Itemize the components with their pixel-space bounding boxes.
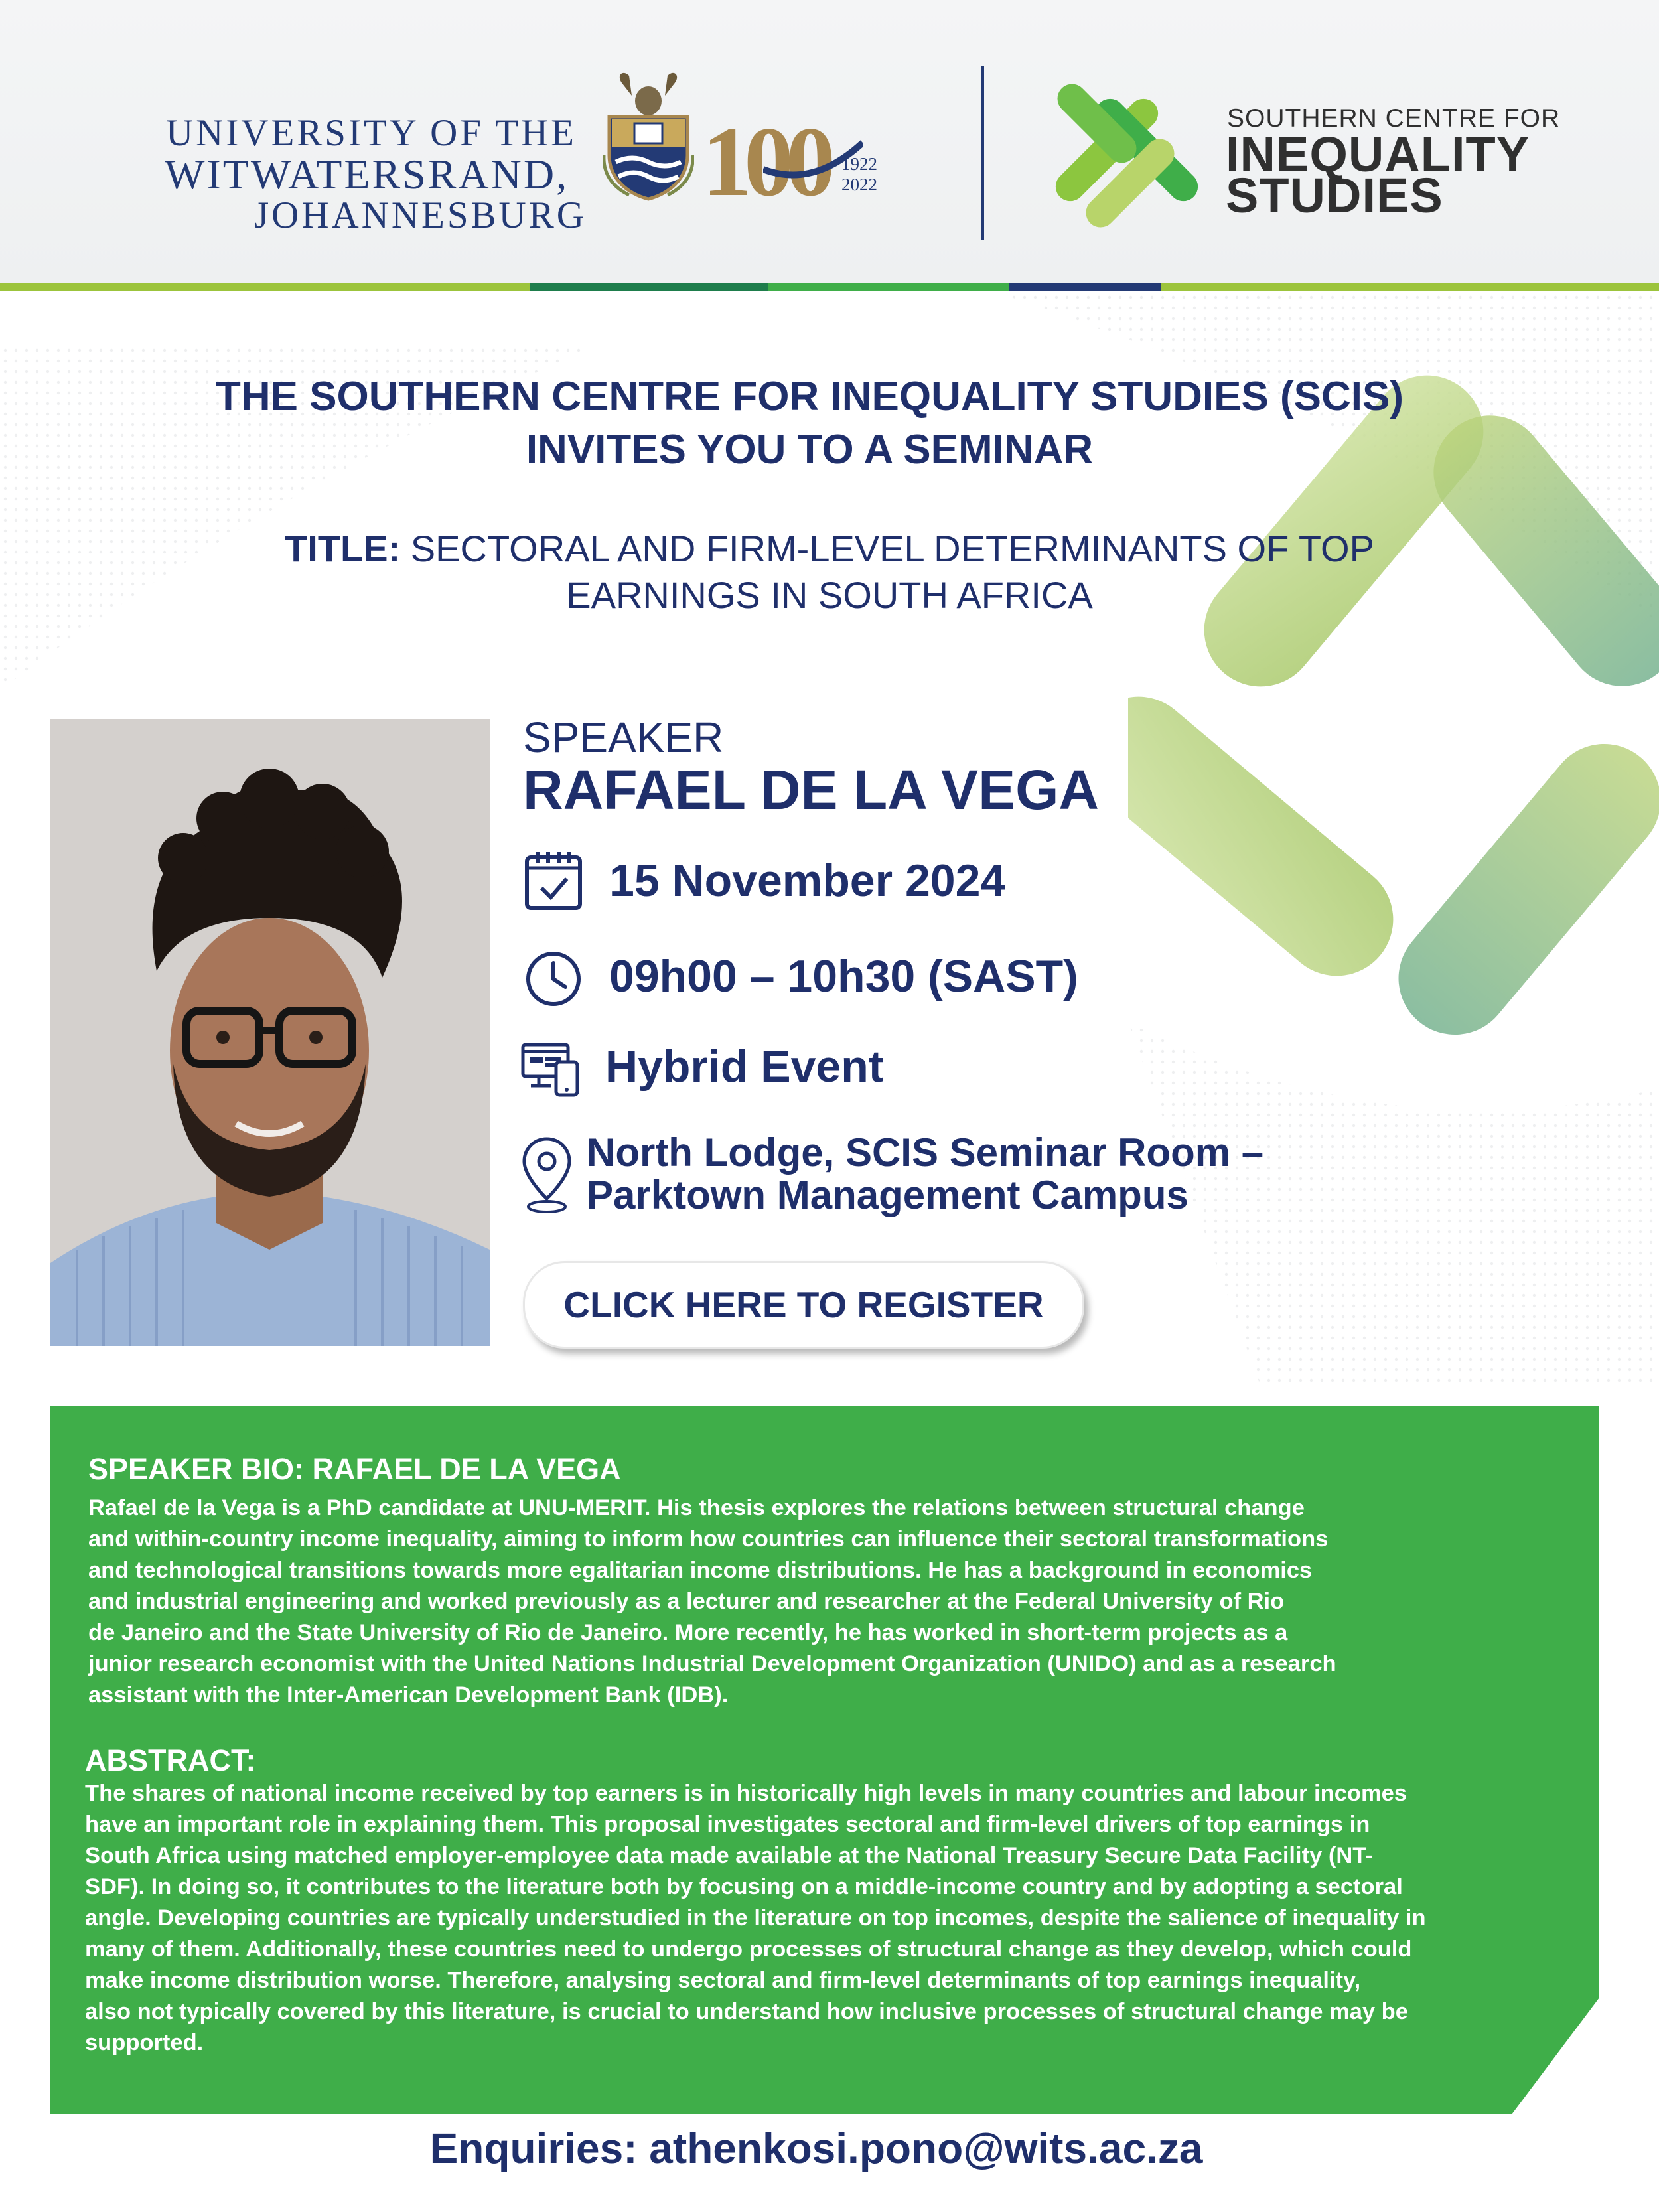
invitation-line-2: INVITES YOU TO A SEMINAR: [526, 427, 1094, 473]
invitation-heading: [0, 370, 1619, 477]
centenary-years: [841, 154, 877, 195]
centenary-year-start: 1922: [841, 154, 877, 174]
speaker-photo: [50, 719, 490, 1346]
event-location-line-2: Parktown Management Campus: [587, 1173, 1189, 1217]
scis-logo-line-2: INEQUALITY: [1226, 127, 1530, 182]
calendar-icon: [522, 848, 585, 912]
invitation-line-1: THE SOUTHERN CENTRE FOR INEQUALITY STUDIES (SCIS): [215, 374, 1404, 419]
talk-title-line-2: EARNINGS IN SOUTH AFRICA: [566, 574, 1093, 616]
scis-logo-line-3: STUDIES: [1226, 168, 1443, 223]
abstract-text: The shares of national income received by top earners is in historically high levels in many countries and labour incomes have an important role in explaining them. This proposal investigates sectoral and firm-level drivers of top earnings in South Africa using matched employer-employee data made available at the National Treasury Secure Data Facility (NT- SDF). In doing so, it contributes to the literature both by focusing on a middle-income country and by adopting a sectoral angle. Developing countries are typically understudied in the literature on top incomes, despite the salience of inequality in many of them. Additionally, these countries need to undergo processes of structural change as they develop, which could make income distribution worse. Therefore, analysing sectoral and firm-level determinants of top earnings inequality, also not typically covered by this literature, is crucial to understand how inclusive processes of structural change may be supported.: [85, 1781, 1426, 2055]
bio-text: Rafael de la Vega is a PhD candidate at UNU-MERIT. His thesis explores the relations between structural change and within-country income inequality, aiming to inform how countries can influence their sectoral transformations and technological transitions towards more egalitarian income distributions. He has a background in economics and industrial engineering and worked previously as a lecturer and researcher at the Federal University of Rio de Janeiro and the State University of Rio de Janeiro. More recently, he has worked in short-term projects as a junior research economist with the United Nations Industrial Development Organization (UNIDO) and as a research assistant with the Inter-American Development Bank (IDB).: [88, 1495, 1336, 1708]
enquiries-contact[interactable]: Enquiries: athenkosi.pono@wits.ac.za: [429, 2124, 1203, 2172]
talk-title-line-1: SECTORAL AND FIRM-LEVEL DETERMINANTS OF TOP: [400, 528, 1374, 569]
hybrid-devices-icon: [519, 1035, 583, 1099]
header-divider: [981, 66, 984, 240]
wits-crest-icon: [603, 69, 694, 202]
centenary-100-logo: 100: [702, 107, 828, 217]
talk-title: [0, 526, 1659, 619]
wits-logo-line-3: JOHANNESBURG: [254, 194, 587, 236]
scis-logo-line-1: SOUTHERN CENTRE FOR: [1227, 104, 1561, 133]
event-location: [587, 1132, 1263, 1217]
speaker-name: RAFAEL DE LA VEGA: [523, 759, 1100, 821]
wits-logo-line-1: UNIVERSITY OF THE: [166, 112, 577, 154]
event-location-line-1: North Lodge, SCIS Seminar Room –: [587, 1130, 1264, 1175]
talk-title-label: TITLE:: [285, 528, 401, 569]
decorative-scis-shapes: [1128, 372, 1659, 1075]
event-time: 09h00 – 10h30 (SAST): [609, 951, 1078, 1001]
clock-icon: [522, 946, 585, 1009]
centenary-year-end: 2022: [841, 175, 877, 194]
event-date: 15 November 2024: [609, 855, 1006, 906]
abstract-heading: ABSTRACT:: [85, 1743, 256, 1777]
location-pin-icon: [520, 1135, 573, 1215]
speaker-label: SPEAKER: [523, 713, 724, 761]
scis-logo-icon: [1054, 82, 1202, 232]
header-color-stripe: [0, 283, 1659, 291]
register-button[interactable]: CLICK HERE TO REGISTER: [523, 1261, 1084, 1349]
wits-logo-line-2: WITWATERSRAND,: [165, 151, 569, 198]
event-format: Hybrid Event: [605, 1041, 884, 1092]
bio-heading: SPEAKER BIO: RAFAEL DE LA VEGA: [88, 1452, 621, 1486]
